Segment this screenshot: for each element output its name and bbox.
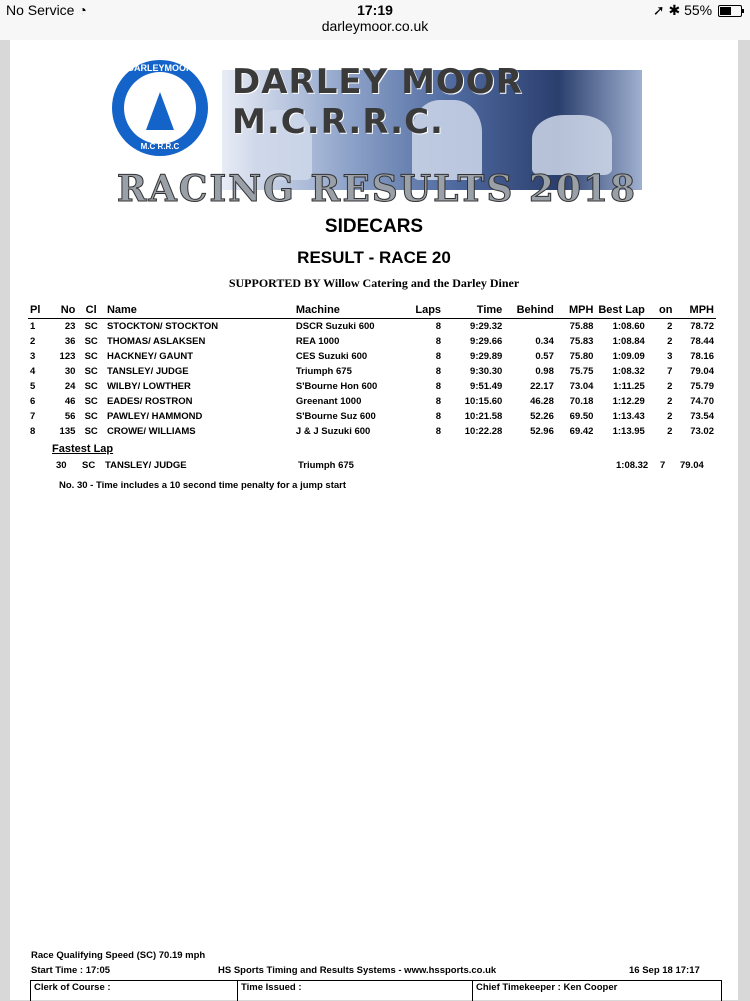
cell-best-mph: 78.72 <box>690 321 714 332</box>
cell-pl: 1 <box>30 321 36 332</box>
cell-best-mph: 78.16 <box>690 351 714 362</box>
col-laps: Laps <box>405 302 443 319</box>
cell-laps: 8 <box>435 336 442 347</box>
cell-time: 9:29.66 <box>470 336 503 347</box>
cell-machine: DSCR Suzuki 600 <box>295 321 375 332</box>
col-on: on <box>647 302 675 319</box>
cell-no: 24 <box>64 381 76 392</box>
cell-pl: 7 <box>30 411 36 422</box>
col-time: Time <box>443 302 504 319</box>
fastest-lap-name: TANSLEY/ JUDGE <box>105 460 187 471</box>
penalty-note: No. 30 - Time includes a 10 second time penalty for a jump start <box>59 480 347 491</box>
cell-behind <box>504 319 556 335</box>
cell-machine: Greenant 1000 <box>295 396 362 407</box>
fastest-lap-mph: 79.04 <box>680 460 704 471</box>
bluetooth-icon: ✱ <box>668 2 681 18</box>
cell-mph: 70.18 <box>569 396 594 407</box>
start-time: Start Time : 17:05 <box>31 965 111 976</box>
cell-best-mph: 73.54 <box>690 411 714 422</box>
cell-best-lap: 1:11.25 <box>613 381 645 392</box>
cell-laps: 8 <box>435 351 442 362</box>
clock: 17:19 <box>357 2 393 18</box>
cell-pl: 3 <box>30 351 36 362</box>
cell-cl: SC <box>84 426 98 437</box>
qualifying-speed: Race Qualifying Speed (SC) 70.19 mph <box>31 950 206 961</box>
table-row <box>28 394 716 409</box>
print-date: 16 Sep 18 17:17 <box>629 965 700 976</box>
cell-name: THOMAS/ ASLAKSEN <box>106 336 206 347</box>
cell-laps: 8 <box>435 396 442 407</box>
location-icon: ➚ <box>652 2 665 18</box>
cell-behind: 0.57 <box>535 351 554 362</box>
cell-best-mph: 74.70 <box>690 396 714 407</box>
cell-mph: 73.04 <box>569 381 594 392</box>
col-machine: Machine <box>294 302 406 319</box>
cell-cl: SC <box>84 366 98 377</box>
cell-laps: 8 <box>435 381 442 392</box>
cell-machine: J & J Suzuki 600 <box>295 426 371 437</box>
header-banner <box>112 60 642 220</box>
carrier: No Service ◔ <box>6 2 87 18</box>
time-issued-box: Time Issued : <box>238 981 473 1001</box>
cell-no: 23 <box>64 321 76 332</box>
race-title: RESULT - RACE 20 <box>297 248 451 267</box>
cell-on: 3 <box>667 351 673 362</box>
cell-no: 36 <box>64 336 76 347</box>
cell-behind: 0.34 <box>535 336 554 347</box>
cell-behind: 52.26 <box>530 411 554 422</box>
col-mph: MPH <box>556 302 596 319</box>
cell-no: 135 <box>59 426 76 437</box>
cell-cl: SC <box>84 336 98 347</box>
cell-pl: 4 <box>30 366 36 377</box>
cell-behind: 0.98 <box>535 366 554 377</box>
cell-on: 2 <box>667 426 673 437</box>
table-row <box>28 379 716 394</box>
cell-best-lap: 1:09.09 <box>612 351 645 362</box>
timing-credit: HS Sports Timing and Results Systems - www.hssports.co.uk <box>218 965 497 976</box>
cell-cl: SC <box>84 381 98 392</box>
url-bar[interactable]: darleymoor.co.uk <box>321 18 429 34</box>
club-logo: DARLEYMOOR M.C R.R.C <box>112 60 208 156</box>
cell-pl: 6 <box>30 396 36 407</box>
cell-time: 10:15.60 <box>464 396 503 407</box>
col-name: Name <box>105 302 294 319</box>
cell-cl: SC <box>84 321 98 332</box>
table-row <box>28 364 716 379</box>
table-row <box>28 409 716 424</box>
cell-cl: SC <box>84 396 98 407</box>
cell-best-mph: 79.04 <box>690 366 714 377</box>
cell-mph: 69.50 <box>569 411 594 422</box>
cell-name: TANSLEY/ JUDGE <box>106 366 189 377</box>
cell-on: 2 <box>667 396 673 407</box>
cell-best-mph: 75.79 <box>690 381 714 392</box>
cell-pl: 5 <box>30 381 36 392</box>
cell-name: PAWLEY/ HAMMOND <box>106 411 203 422</box>
fastest-lap-heading: Fastest Lap <box>52 443 114 455</box>
timekeeper-box: Chief Timekeeper : Ken Cooper <box>476 982 618 993</box>
cell-time: 9:29.89 <box>470 351 503 362</box>
club-title: DARLEY MOOR M.C.R.R.C. <box>232 62 523 142</box>
cell-mph: 75.88 <box>569 321 594 332</box>
cell-name: STOCKTON/ STOCKTON <box>106 321 219 332</box>
cell-pl: 8 <box>30 426 36 437</box>
signature-boxes <box>30 980 722 1001</box>
cell-time: 9:29.32 <box>470 321 503 332</box>
cell-machine: CES Suzuki 600 <box>295 351 368 362</box>
cell-best-mph: 78.44 <box>690 336 714 347</box>
cell-name: HACKNEY/ GAUNT <box>106 351 193 362</box>
col-mph-best: MPH <box>674 302 716 319</box>
battery-icon <box>718 5 742 17</box>
cell-machine: S'Bourne Suz 600 <box>295 411 376 422</box>
cell-no: 30 <box>64 366 76 377</box>
cell-machine: Triumph 675 <box>295 366 352 377</box>
cell-time: 9:30.30 <box>470 366 503 377</box>
cell-cl: SC <box>84 351 98 362</box>
col-cl: Cl <box>77 302 105 319</box>
cell-laps: 8 <box>435 321 442 332</box>
cell-mph: 69.42 <box>569 426 594 437</box>
col-behind: Behind <box>504 302 556 319</box>
cell-no: 56 <box>64 411 76 422</box>
cell-time: 10:21.58 <box>464 411 503 422</box>
fastest-lap-class: SC <box>82 460 96 471</box>
cell-best-lap: 1:08.84 <box>612 336 645 347</box>
cell-pl: 2 <box>30 336 36 347</box>
class-title: SIDECARS <box>324 216 424 237</box>
cell-name: WILBY/ LOWTHER <box>106 381 191 392</box>
cell-name: EADES/ ROSTRON <box>106 396 193 407</box>
table-header <box>28 302 716 319</box>
col-pl: Pl <box>28 302 50 319</box>
col-best-lap: Best Lap <box>595 302 646 319</box>
cell-best-lap: 1:08.60 <box>612 321 645 332</box>
cell-no: 123 <box>59 351 76 362</box>
cell-best-lap: 1:12.29 <box>612 396 645 407</box>
cell-no: 46 <box>64 396 76 407</box>
fastest-lap-machine: Triumph 675 <box>298 460 354 471</box>
fastest-lap-time: 1:08.32 <box>616 460 649 471</box>
cell-on: 2 <box>667 336 673 347</box>
cell-mph: 75.83 <box>569 336 594 347</box>
table-row <box>28 319 716 335</box>
cell-behind: 46.28 <box>530 396 554 407</box>
cell-mph: 75.75 <box>569 366 594 377</box>
cell-laps: 8 <box>435 411 442 422</box>
cell-on: 2 <box>667 411 673 422</box>
cell-best-lap: 1:08.32 <box>612 366 645 377</box>
table-row <box>28 424 716 439</box>
results-document <box>10 40 738 1000</box>
cell-behind: 22.17 <box>530 381 554 392</box>
cell-mph: 75.80 <box>569 351 594 362</box>
battery-percent: 55% <box>684 2 713 18</box>
clerk-box: Clerk of Course : <box>31 981 238 1001</box>
cell-cl: SC <box>84 411 98 422</box>
fastest-lap-on: 7 <box>660 460 666 471</box>
cell-best-lap: 1:13.95 <box>612 426 645 437</box>
cell-best-mph: 73.02 <box>690 426 714 437</box>
status-right <box>653 2 742 19</box>
cell-laps: 8 <box>435 366 442 377</box>
cell-laps: 8 <box>435 426 442 437</box>
wifi-icon: ◔ <box>78 2 87 18</box>
cell-on: 2 <box>667 321 673 332</box>
status-bar <box>0 0 750 40</box>
sponsor-line: SUPPORTED BY Willow Catering and the Darley Diner <box>228 276 520 290</box>
cell-best-lap: 1:13.43 <box>612 411 645 422</box>
table-row <box>28 349 716 364</box>
cell-machine: S'Bourne Hon 600 <box>295 381 378 392</box>
cell-behind: 52.96 <box>530 426 554 437</box>
cell-time: 10:22.28 <box>464 426 503 437</box>
cell-time: 9:51.49 <box>470 381 503 392</box>
cell-on: 2 <box>667 381 673 392</box>
table-row <box>28 334 716 349</box>
results-table <box>28 302 716 439</box>
cell-on: 7 <box>667 366 673 377</box>
cell-name: CROWE/ WILLIAMS <box>106 426 196 437</box>
col-no: No <box>50 302 78 319</box>
results-title: RACING RESULTS 2018 <box>116 168 638 210</box>
fastest-lap-no: 30 <box>56 460 67 471</box>
cell-machine: REA 1000 <box>295 336 340 347</box>
